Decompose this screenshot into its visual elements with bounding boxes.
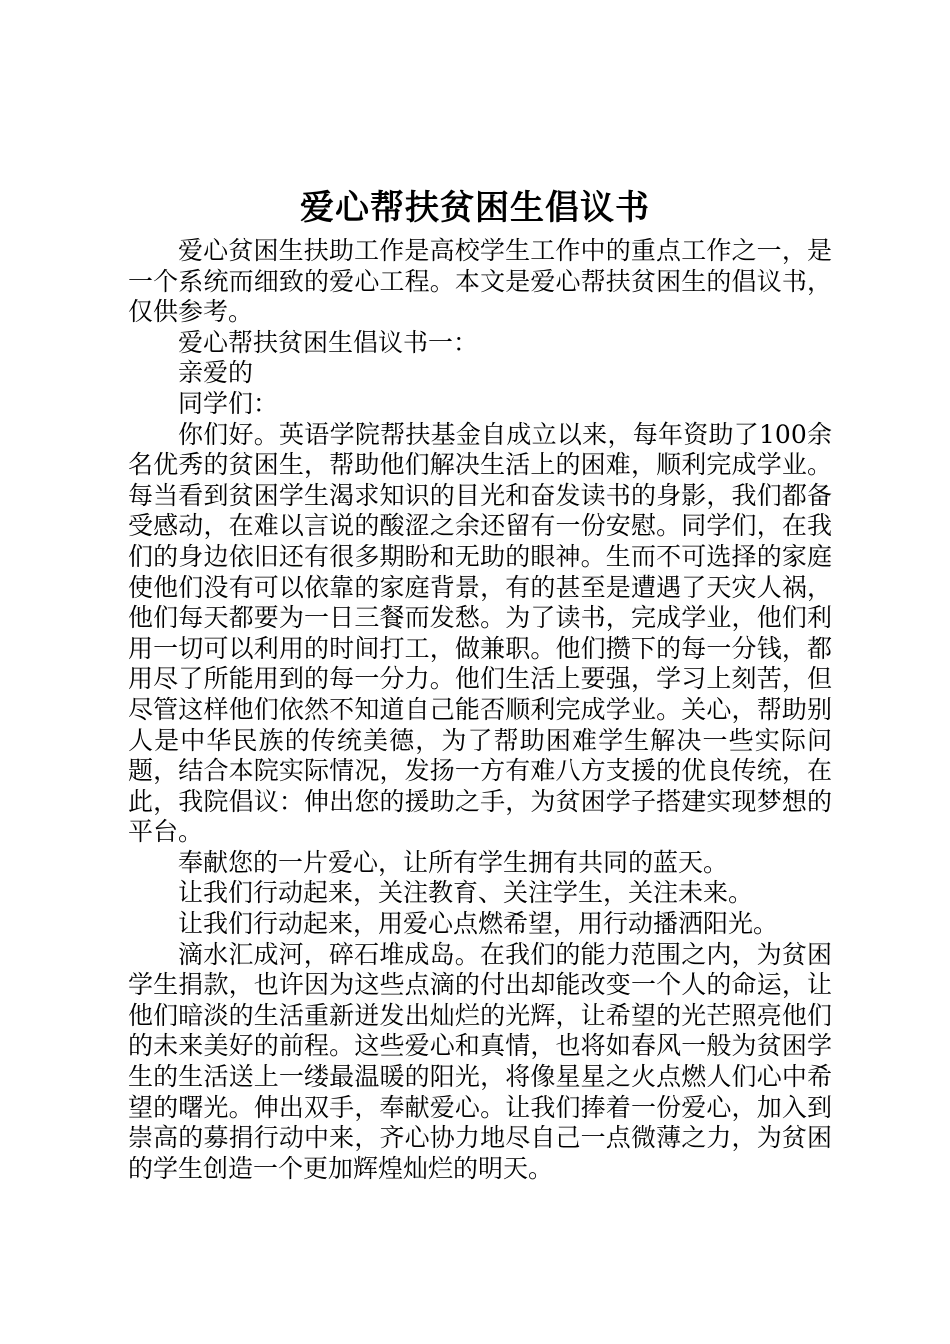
paragraph-slogan-2: 让我们行动起来，关注教育、关注学生，关注未来。 bbox=[178, 878, 754, 908]
paragraph-heading: 爱心帮扶贫困生倡议书一： bbox=[178, 327, 479, 357]
paragraph-intro: 爱心贫困生扶助工作是高校学生工作中的重点工作之一，是一个系统而细致的爱心工程。本文是爱心帮扶贫困生的倡议书，仅供参考。 bbox=[128, 236, 832, 327]
paragraph-salutation-2: 同学们： bbox=[178, 388, 279, 418]
document-title: 爱心帮扶贫困生倡议书 bbox=[300, 188, 650, 228]
paragraph-slogan-1: 奉献您的一片爱心，让所有学生拥有共同的蓝天。 bbox=[178, 847, 729, 877]
paragraph-main: 你们好。英语学院帮扶基金自成立以来，每年资助了100余名优秀的贫困生，帮助他们解决生活上的困难，顺利完成学业。每当看到贫困学生渴求知识的目光和奋发读书的身影，我们都备受感动，在难以言说的酸涩之余还留有一份安慰。同学们，在我们的身边依旧还有很多期盼和无助的眼神。生而不可选择的家庭使他们没有可以依靠的家庭背景，有的甚至是遭遇了天灾人祸，他们每天都要为一日三餐而发愁。为了读书，完成学业，他们利用一切可以利用的时间打工，做兼职。他们攒下的每一分钱，都用尽了所能用到的每一分力。他们生活上要强，学习上刻苦，但尽管这样他们依然不知道自己能否顺利完成学业。关心，帮助别人是中华民族的传统美德，为了帮助困难学生解决一些实际问题，结合本院实际情况，发扬一方有难八方支援的优良传统，在此，我院倡议：伸出您的援助之手，为贫困学子搭建实现梦想的平台。 bbox=[128, 419, 832, 847]
paragraph-slogan-3: 让我们行动起来，用爱心点燃希望，用行动播洒阳光。 bbox=[178, 909, 779, 939]
paragraph-salutation-1: 亲爱的 bbox=[178, 358, 254, 388]
paragraph-closing: 滴水汇成河，碎石堆成岛。在我们的能力范围之内，为贫困学生捐款，也许因为这些点滴的付出却能改变一个人的命运，让他们暗淡的生活重新迸发出灿烂的光辉，让希望的光芒照亮他们的未来美好的前程。这些爱心和真情，也将如春风一般为贫困学生的生活送上一缕最温暖的阳光，将像星星之火点燃人们心中希望的曙光。伸出双手，奉献爱心。让我们捧着一份爱心，加入到崇高的募捐行动中来，齐心协力地尽自己一点微薄之力，为贫困的学生创造一个更加辉煌灿烂的明天。 bbox=[128, 939, 832, 1183]
document-body bbox=[128, 236, 832, 1184]
